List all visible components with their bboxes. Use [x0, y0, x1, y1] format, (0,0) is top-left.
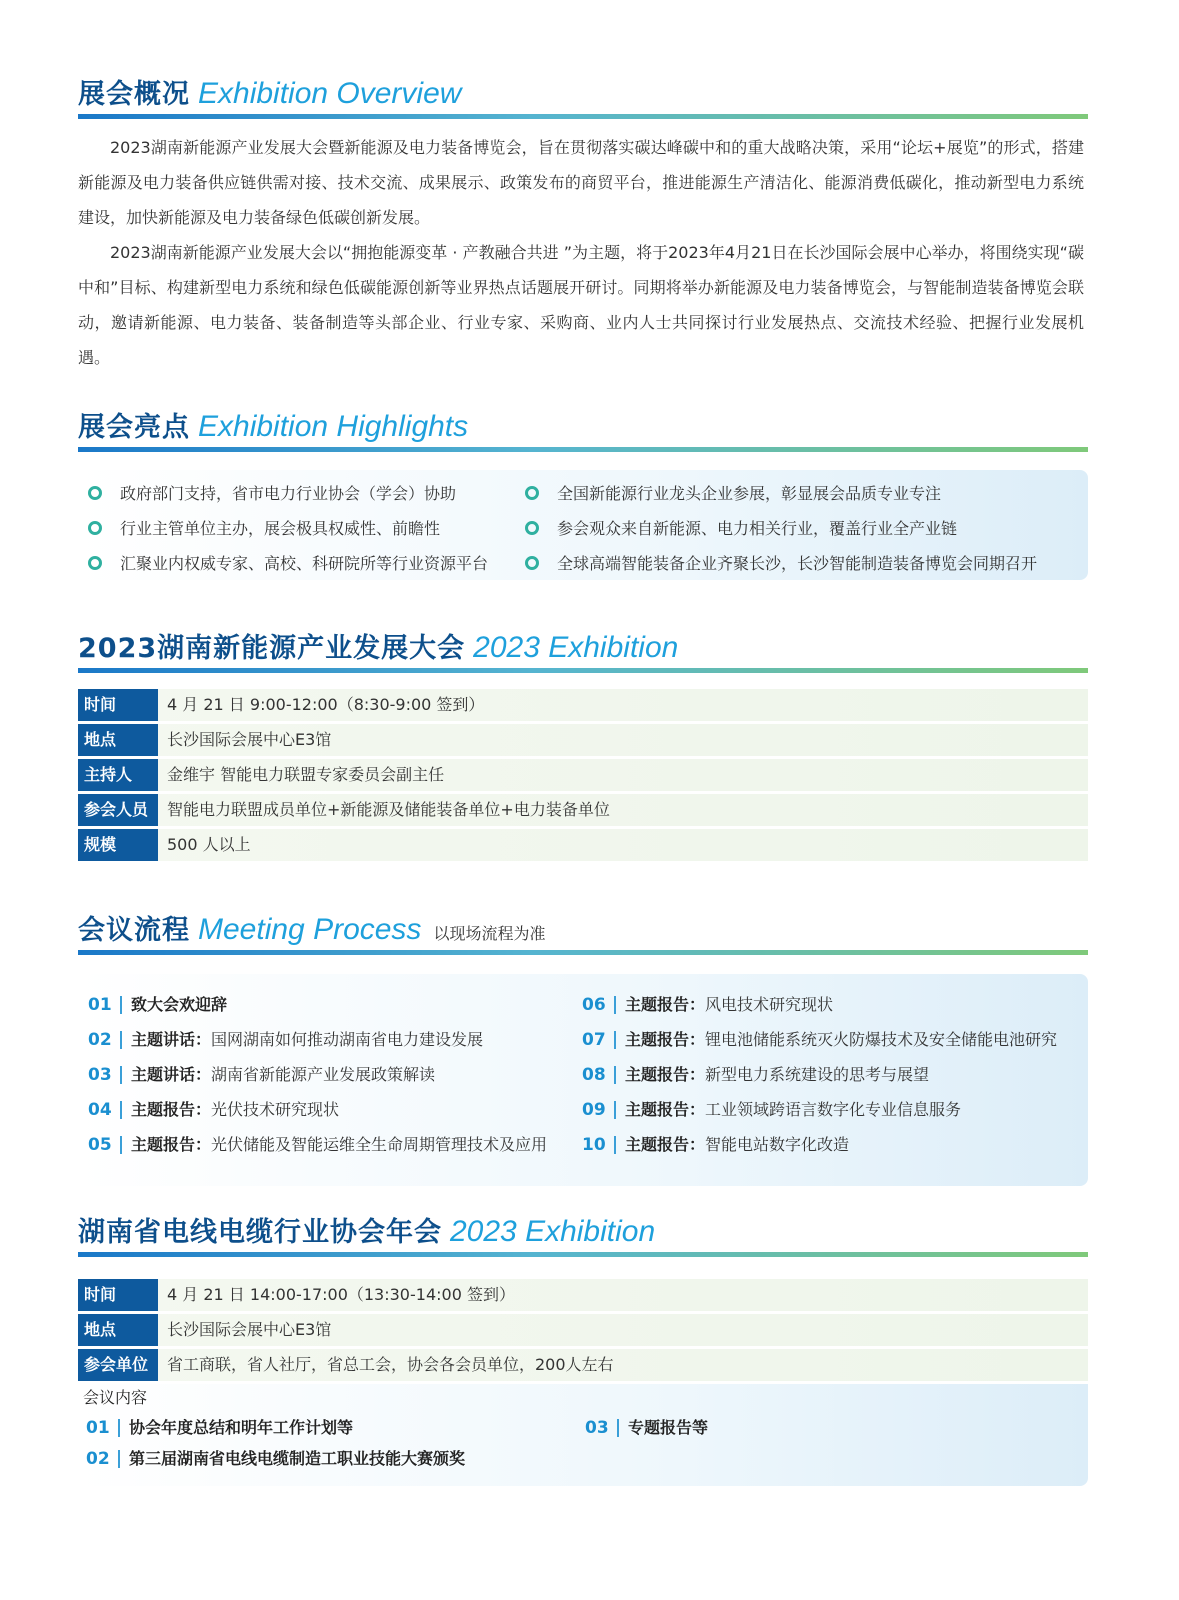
- info-value: 智能电力联盟成员单位+新能源及储能装备单位+电力装备单位: [167, 800, 610, 819]
- info-label: 地点: [78, 724, 158, 756]
- highlight-item: 参会观众来自新能源、电力相关行业，覆盖行业全产业链: [525, 511, 957, 546]
- process-title-en: Meeting Process: [198, 913, 422, 946]
- highlight-item: 政府部门支持，省市电力行业协会（学会）协助: [88, 476, 456, 511]
- process-item: 03 主题讲话：湖南省新能源产业发展政策解读: [88, 1065, 436, 1085]
- overview-paragraph-2: 2023湖南新能源产业发展大会以“拥抱能源变革 · 产教融合共进 ”为主题，将于2023年4月21日在长沙国际会展中心举办，将围绕实现“碳中和”目标、构建新型电力系统和绿色低碳能源创新等业界热点话题展开研讨。同期将举办新能源及电力装备博览会，与智能制造装备博览会联动，邀请新能源、电力装备、装备制造等头部企业、行业专家、采购商、业内人士共同探讨行业发展热点、交流技术经验、把握行业发展机遇。: [78, 243, 1084, 367]
- highlights-title-en: Exhibition Highlights: [198, 410, 469, 443]
- overview-heading: [78, 72, 1088, 116]
- content-label: 会议内容: [83, 1388, 148, 1407]
- info-value: 长沙国际会展中心E3馆: [167, 1320, 332, 1339]
- ring-bullet-icon: [88, 486, 102, 500]
- process-divider: [78, 950, 1088, 955]
- info-row: [78, 724, 1088, 756]
- info-value: 4 月 21 日 9:00-12:00（8:30-9:00 签到）: [167, 695, 485, 714]
- ring-bullet-icon: [88, 521, 102, 535]
- highlights-panel: [78, 470, 1088, 580]
- info-row: [78, 759, 1088, 791]
- info-label: 时间: [78, 1279, 158, 1311]
- ring-bullet-icon: [525, 486, 539, 500]
- content-item: 03 专题报告等: [585, 1418, 709, 1438]
- process-item: 01 致大会欢迎辞: [88, 995, 228, 1015]
- cable-content-panel: [78, 1384, 1088, 1486]
- info-label: 参会人员: [78, 794, 158, 826]
- conference-info-table: [78, 689, 1088, 864]
- highlights-divider: [78, 447, 1088, 452]
- process-item: 04 主题报告：光伏技术研究现状: [88, 1100, 340, 1120]
- info-value: 4 月 21 日 14:00-17:00（13:30-14:00 签到）: [167, 1285, 515, 1304]
- process-item: 09 主题报告：工业领域跨语言数字化专业信息服务: [582, 1100, 962, 1120]
- info-label: 地点: [78, 1314, 158, 1346]
- cable-info-table: [78, 1279, 1088, 1384]
- info-value: 长沙国际会展中心E3馆: [167, 730, 332, 749]
- process-item: 02 主题讲话：国网湖南如何推动湖南省电力建设发展: [88, 1030, 484, 1050]
- highlight-item: 全球高端智能装备企业齐聚长沙，长沙智能制造装备博览会同期召开: [525, 546, 1037, 581]
- cable-title-cn: 湖南省电线电缆行业协会年会: [78, 1217, 442, 1248]
- content-item: 01 协会年度总结和明年工作计划等: [86, 1418, 354, 1438]
- highlight-item: 行业主管单位主办，展会极具权威性、前瞻性: [88, 511, 440, 546]
- ring-bullet-icon: [88, 556, 102, 570]
- info-value: 金维宇 智能电力联盟专家委员会副主任: [167, 765, 445, 784]
- conference-title-en: 2023 Exhibition: [473, 631, 679, 664]
- overview-title-cn: 展会概况: [78, 79, 190, 110]
- info-row: [78, 689, 1088, 721]
- content-item: 02 第三届湖南省电线电缆制造工职业技能大赛颁奖: [86, 1449, 466, 1469]
- info-row: [78, 829, 1088, 861]
- info-label: 时间: [78, 689, 158, 721]
- process-item: 05 主题报告：光伏储能及智能运维全生命周期管理技术及应用: [88, 1135, 548, 1155]
- overview-paragraph-1: 2023湖南新能源产业发展大会暨新能源及电力装备博览会，旨在贯彻落实碳达峰碳中和的重大战略决策，采用“论坛+展览”的形式，搭建新能源及电力装备供应链供需对接、技术交流、成果展示、政策发布的商贸平台，推进能源生产清洁化、能源消费低碳化，推动新型电力系统建设，加快新能源及电力装备绿色低碳创新发展。: [78, 138, 1084, 227]
- info-row: [78, 794, 1088, 826]
- process-item: 06 主题报告：风电技术研究现状: [582, 995, 834, 1015]
- highlights-heading: [78, 405, 1088, 449]
- cable-heading: [78, 1210, 1088, 1254]
- conference-heading: [78, 626, 1088, 670]
- process-item: 10 主题报告：智能电站数字化改造: [582, 1135, 850, 1155]
- highlight-item: 全国新能源行业龙头企业参展，彰显展会品质专业专注: [525, 476, 941, 511]
- ring-bullet-icon: [525, 521, 539, 535]
- conference-title-cn: 2023湖南新能源产业发展大会: [78, 633, 466, 664]
- process-item: 08 主题报告：新型电力系统建设的思考与展望: [582, 1065, 930, 1085]
- cable-divider: [78, 1252, 1088, 1257]
- ring-bullet-icon: [525, 556, 539, 570]
- conference-divider: [78, 668, 1088, 673]
- process-note: 以现场流程为准: [433, 924, 546, 943]
- info-label: 参会单位: [78, 1349, 158, 1381]
- overview-divider: [78, 114, 1088, 119]
- info-row: [78, 1314, 1088, 1346]
- info-row: [78, 1279, 1088, 1311]
- info-row: [78, 1349, 1088, 1381]
- cable-title-en: 2023 Exhibition: [450, 1215, 656, 1248]
- process-title-cn: 会议流程: [78, 915, 190, 946]
- info-label: 主持人: [78, 759, 158, 791]
- process-panel: [78, 974, 1088, 1186]
- process-heading: [78, 908, 1088, 952]
- info-value: 500 人以上: [167, 835, 251, 854]
- process-item: 07 主题报告：锂电池储能系统灭火防爆技术及安全储能电池研究: [582, 1030, 1058, 1050]
- overview-title-en: Exhibition Overview: [198, 77, 462, 110]
- highlight-item: 汇聚业内权威专家、高校、科研院所等行业资源平台: [88, 546, 488, 581]
- info-value: 省工商联，省人社厅，省总工会，协会各会员单位，200人左右: [167, 1355, 614, 1374]
- highlights-title-cn: 展会亮点: [78, 412, 190, 443]
- info-label: 规模: [78, 829, 158, 861]
